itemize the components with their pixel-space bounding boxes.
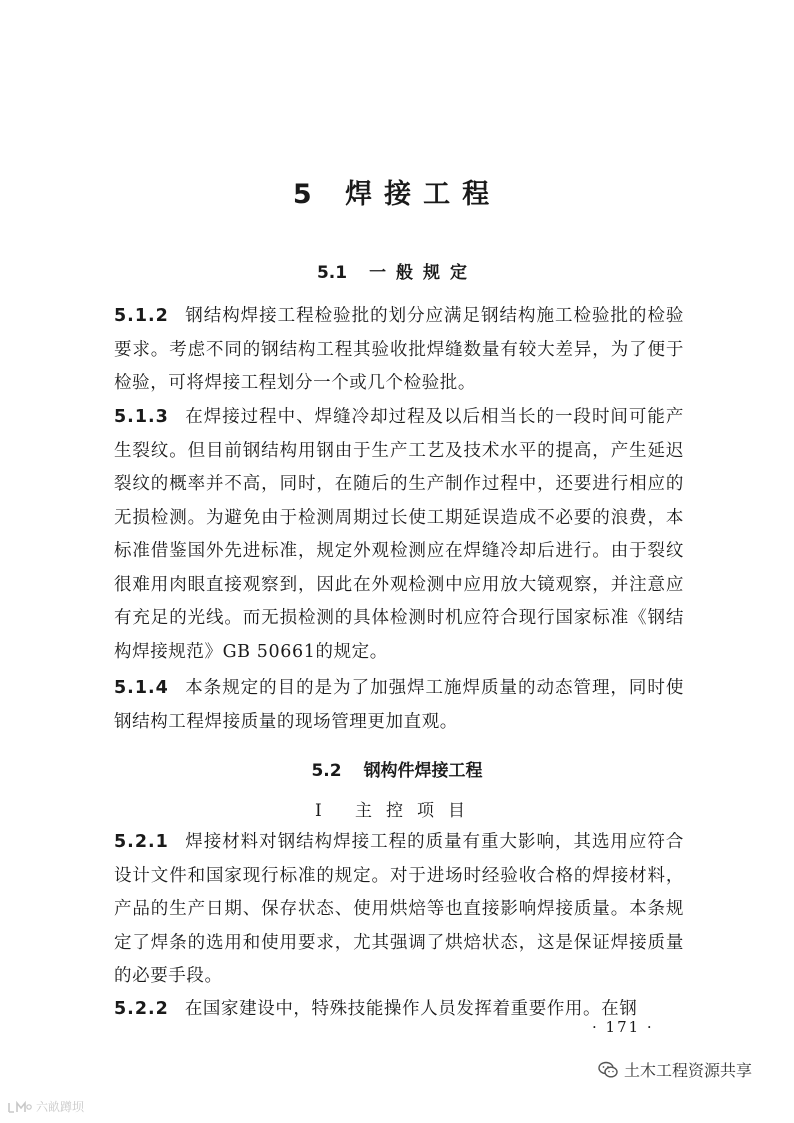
clause-text: 本条规定的目的是为了加强焊工施焊质量的动态管理，同时使钢结构工程焊接质量的现场管理更加直观。 xyxy=(114,678,684,732)
clause-text: 在国家建设中，特殊技能操作人员发挥着重要作用。在钢 xyxy=(184,999,638,1019)
clause-number: 5.2.2 xyxy=(114,999,169,1019)
clause-5-2-1 xyxy=(114,826,684,994)
logo-icon xyxy=(6,1099,32,1115)
watermark-left-text: 六畝蹲坝 xyxy=(36,1100,85,1114)
section-label: 钢构件焊接工程 xyxy=(363,761,483,781)
section-number: 5.1 xyxy=(316,263,348,283)
section-title-5-2 xyxy=(0,756,794,781)
section-number: 5.2 xyxy=(311,761,342,781)
clause-text: 焊接材料对钢结构焊接工程的质量有重大影响，其选用应符合设计文件和国家现行标准的规定。对于进场时经验收合格的焊接材料，产品的生产日期、保存状态、使用烘焙等也直接影响焊接质量。本条规定了焊条的选用和使用要求，尤其强调了烘焙状态，这是保证焊接质量的必要手段。 xyxy=(114,832,684,986)
clause-number: 5.1.4 xyxy=(114,678,169,698)
section-title-5-1 xyxy=(0,258,794,283)
wechat-icon xyxy=(598,1061,618,1079)
clause-5-1-4 xyxy=(114,672,684,739)
chapter-title: 5 焊接工程 xyxy=(292,179,502,210)
clause-number: 5.2.1 xyxy=(114,832,169,852)
watermark-left xyxy=(6,1098,84,1115)
watermark-right xyxy=(598,1058,752,1081)
clause-number: 5.1.2 xyxy=(114,306,169,326)
clause-text: 钢结构焊接工程检验批的划分应满足钢结构施工检验批的检验要求。考虑不同的钢结构工程其验收批焊缝数量有较大差异，为了便于检验，可将焊接工程划分一个或几个检验批。 xyxy=(114,306,684,393)
watermark-right-text: 土木工程资源共享 xyxy=(624,1061,753,1080)
page-number: · 171 · xyxy=(592,1018,654,1036)
section-label: 一般规定 xyxy=(369,263,478,283)
clause-text: 在焊接过程中、焊缝冷却过程及以后相当长的一段时间可能产生裂纹。但目前钢结构用钢由于生产工艺及技术水平的提高，产生延迟裂纹的概率并不高，同时，在随后的生产制作过程中，还要进行相应的无损检测。为避免由于检测周期过长使工期延误造成不必要的浪费，本标准借鉴国外先进标准，规定外观检测应在焊缝冷却后进行。由于裂纹很难用肉眼直接观察到，因此在外观检测中应用放大镜观察，并注意应有充足的光线。而无损检测的具体检测时机应符合现行国家标准《钢结构焊接规范》GB 50661的规定。 xyxy=(114,407,684,662)
clause-5-1-2 xyxy=(114,300,684,401)
clause-number: 5.1.3 xyxy=(114,407,169,427)
subsection-title: Ⅰ 主控项目 xyxy=(314,801,480,821)
clause-5-1-3 xyxy=(114,401,684,669)
